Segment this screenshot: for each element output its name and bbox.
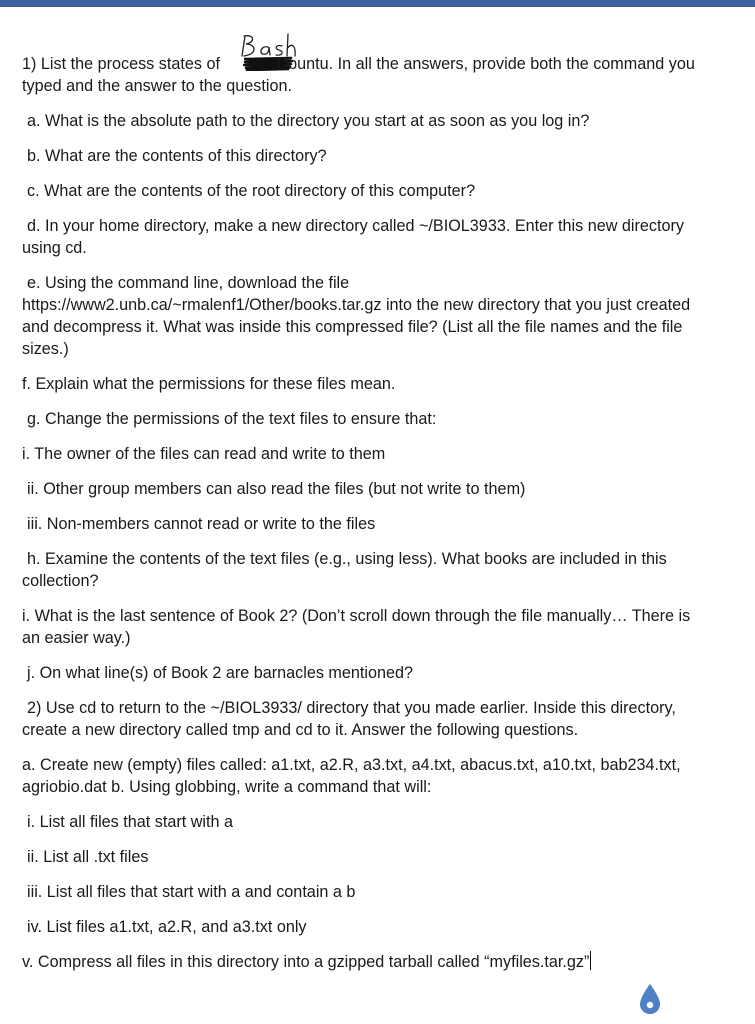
item-e-line-4: sizes.) bbox=[22, 340, 69, 358]
item-h-line-1: h. Examine the contents of the text files (e.g., using less). What books are included in this bbox=[27, 550, 667, 568]
question-2-line-1: 2) Use cd to return to the ~/BIOL3933/ directory that you made earlier. Inside this directory, bbox=[27, 699, 676, 717]
item-g: g. Change the permissions of the text files to ensure that: bbox=[27, 410, 437, 428]
question-1-line-2: typed and the answer to the question. bbox=[22, 77, 292, 95]
item-g-ii: ii. Other group members can also read the files (but not write to them) bbox=[27, 480, 526, 498]
item-e-line-2: https://www2.unb.ca/~rmalenf1/Other/books.tar.gz into the new directory that you just created bbox=[22, 296, 691, 314]
item-g-i: i. The owner of the files can read and write to them bbox=[22, 445, 386, 463]
item-e-line-3: and decompress it. What was inside this compressed file? (List all the file names and the file bbox=[22, 318, 683, 336]
question-1-line-1 bbox=[22, 53, 695, 75]
item-a: a. What is the absolute path to the directory you start at as soon as you log in? bbox=[27, 112, 590, 130]
question-2-a-line-1: a. Create new (empty) files called: a1.txt, a2.R, a3.txt, a4.txt, abacus.txt, a10.txt, bab234.txt, bbox=[22, 756, 681, 774]
cursor-drop-handle-icon[interactable] bbox=[637, 983, 663, 1015]
question-1-text-start: 1) List the process states of bbox=[22, 55, 225, 73]
item-f: f. Explain what the permissions for these files mean. bbox=[22, 375, 396, 393]
item-h-line-2: collection? bbox=[22, 572, 99, 590]
question-2-b-v-text: v. Compress all files in this directory into a gzipped tarball called “myfiles.tar.gz” bbox=[22, 953, 590, 971]
question-2-line-2: create a new directory called tmp and cd to it. Answer the following questions. bbox=[22, 721, 579, 739]
question-2-b-i: i. List all files that start with a bbox=[27, 813, 234, 831]
item-d-line-1: d. In your home directory, make a new directory called ~/BIOL3933. Enter this new directory bbox=[27, 217, 684, 235]
question-1-text-end: Ubuntu. In all the answers, provide both the command you bbox=[276, 55, 695, 73]
item-g-iii: iii. Non-members cannot read or write to the files bbox=[27, 515, 376, 533]
item-b: b. What are the contents of this directory? bbox=[27, 147, 327, 165]
item-d-line-2: using cd. bbox=[22, 239, 87, 257]
question-2-b-iv: iv. List files a1.txt, a2.R, and a3.txt only bbox=[27, 918, 307, 936]
item-j: j. On what line(s) of Book 2 are barnacles mentioned? bbox=[27, 664, 414, 682]
question-2-b-v bbox=[22, 951, 591, 973]
item-i-line-1: i. What is the last sentence of Book 2? (Don’t scroll down through the file manually… There is bbox=[22, 607, 691, 625]
item-e-line-1: e. Using the command line, download the file bbox=[27, 274, 350, 292]
text-cursor bbox=[590, 951, 591, 970]
item-i-line-2: an easier way.) bbox=[22, 629, 131, 647]
item-c: c. What are the contents of the root directory of this computer? bbox=[27, 182, 476, 200]
question-2-b-ii: ii. List all .txt files bbox=[27, 848, 149, 866]
question-2-b-iii: iii. List all files that start with a and contain a b bbox=[27, 883, 356, 901]
question-2-a-line-2: agriobio.dat b. Using globbing, write a command that will: bbox=[22, 778, 432, 796]
